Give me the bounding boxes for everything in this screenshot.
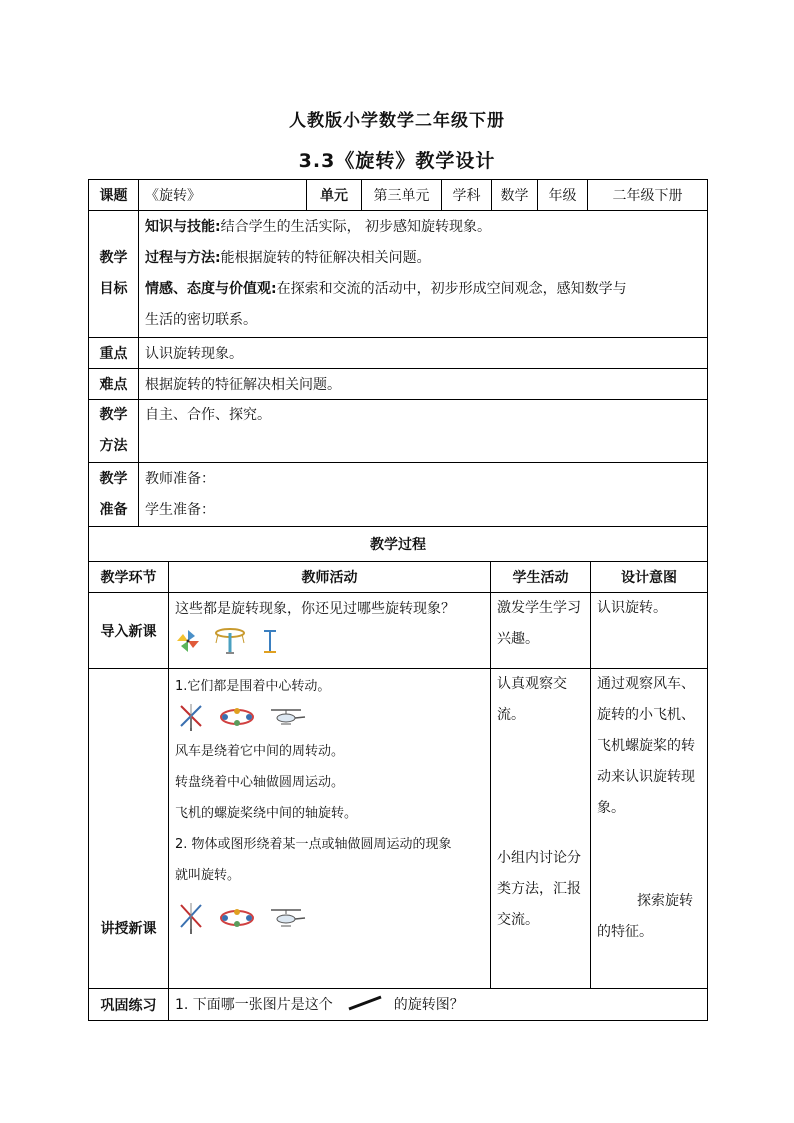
method-label: 教学 方法 <box>89 400 139 463</box>
prep-label: 教学 准备 <box>89 463 139 527</box>
practice-stage: 巩固练习 <box>89 989 169 1021</box>
spinning-ride-icon <box>219 705 255 733</box>
images-row-1 <box>175 702 484 736</box>
process-title: 教学过程 <box>89 527 708 562</box>
propeller-stick-icon <box>260 627 280 659</box>
goals-content: 知识与技能:结合学生的生活实际， 初步感知旋转现象。 过程与方法:能根据旋转的特征解决相关问题。 情感、态度与价值观:在探索和交流的活动中，初步形成空间观念，感知数学与 生活的密切联系。 <box>139 211 708 338</box>
unit-label: 单元 <box>307 180 362 211</box>
goals-label: 教学 目标 <box>89 211 139 338</box>
windmill-icon <box>175 901 207 939</box>
topic-value: 《旋转》 <box>139 180 307 211</box>
line-segment-icon <box>347 995 383 1015</box>
header-stage: 教学环节 <box>89 562 169 593</box>
unit-value: 第三单元 <box>362 180 442 211</box>
topic-label: 课题 <box>89 180 139 211</box>
doc-subtitle: 3.3《旋转》教学设计 <box>298 150 496 172</box>
intro-stage: 导入新课 <box>89 593 169 669</box>
key-point-label: 重点 <box>89 338 139 369</box>
info-table <box>88 179 708 527</box>
swing-ride-icon <box>213 627 247 659</box>
doc-title: 人教版小学数学二年级下册 <box>289 111 505 131</box>
difficulty-text: 根据旋转的特征解决相关问题。 <box>139 369 708 400</box>
practice-question: 1. 下面哪一张图片是这个 的旋转图？ <box>169 989 708 1021</box>
teach-student: 认真观察交流。 小组内讨论分类方法，汇报交流。 <box>491 669 591 989</box>
grade-value: 二年级下册 <box>588 180 708 211</box>
intro-intent: 认识旋转。 <box>591 593 708 669</box>
intro-teacher: 这些都是旋转现象，你还见过哪些旋转现象？ <box>169 593 491 669</box>
header-intent: 设计意图 <box>591 562 708 593</box>
teach-teacher: 1.它们都是围着中心转动。 风车是绕着它中间的周转动。 转盘绕着中心轴做圆周运动。 飞机的螺旋桨绕中间的轴旋转。 2. 物体或图形绕着某一点或轴做圆周运动的现象 就叫旋转。 <box>169 669 491 989</box>
windmill-icon <box>175 702 207 736</box>
header-student: 学生活动 <box>491 562 591 593</box>
difficulty-label: 难点 <box>89 369 139 400</box>
process-table <box>88 526 708 1021</box>
helicopter-icon <box>267 907 307 933</box>
prep-content: 教师准备： 学生准备： <box>139 463 708 527</box>
subject-label: 学科 <box>442 180 492 211</box>
key-point-text: 认识旋转现象。 <box>139 338 708 369</box>
intro-student: 激发学生学习兴趣。 <box>491 593 591 669</box>
images-row-2 <box>175 901 484 939</box>
method-text: 自主、合作、探究。 <box>139 400 708 463</box>
grade-label: 年级 <box>538 180 588 211</box>
spinning-ride-icon <box>219 906 255 934</box>
header-teacher: 教师活动 <box>169 562 491 593</box>
teach-stage: 讲授新课 <box>89 669 169 989</box>
subject-value: 数学 <box>492 180 538 211</box>
teach-intent: 通过观察风车、旋转的小飞机、飞机螺旋桨的转动来认识旋转现象。 探索旋转的特征。 <box>591 669 708 989</box>
pinwheel-icon <box>175 628 201 658</box>
helicopter-icon <box>267 707 307 731</box>
